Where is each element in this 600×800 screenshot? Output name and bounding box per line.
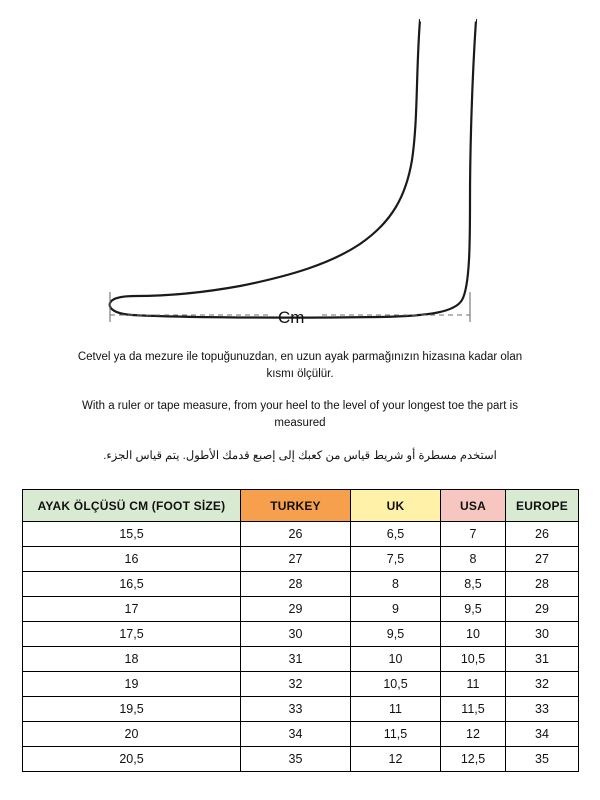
cell-usa: 9,5 (441, 597, 506, 622)
cell-uk: 11,5 (351, 722, 441, 747)
cell-uk: 10,5 (351, 672, 441, 697)
table-row (23, 747, 579, 772)
cell-europe: 33 (506, 697, 579, 722)
cell-europe: 27 (506, 547, 579, 572)
cell-usa: 11,5 (441, 697, 506, 722)
table-row (23, 522, 579, 547)
cell-europe: 35 (506, 747, 579, 772)
table-row (23, 672, 579, 697)
cell-turkey: 32 (241, 672, 351, 697)
foot-illustration (0, 0, 600, 345)
cell-uk: 9,5 (351, 622, 441, 647)
table-row (23, 597, 579, 622)
column-header-usa: USA (441, 490, 506, 522)
cell-foot-size: 20 (23, 722, 241, 747)
cell-turkey: 33 (241, 697, 351, 722)
cell-usa: 8 (441, 547, 506, 572)
instruction-turkish: Cetvel ya da mezure ile topuğunuzdan, en uzun ayak parmağınızın hizasına kadar olan kısmı ölçülür. (77, 351, 523, 380)
cell-uk: 9 (351, 597, 441, 622)
table-row (23, 547, 579, 572)
cell-usa: 12 (441, 722, 506, 747)
cell-foot-size: 20,5 (23, 747, 241, 772)
cell-turkey: 27 (241, 547, 351, 572)
cell-turkey: 29 (241, 597, 351, 622)
cell-turkey: 30 (241, 622, 351, 647)
cell-foot-size: 16 (23, 547, 241, 572)
table-row (23, 722, 579, 747)
cell-turkey: 35 (241, 747, 351, 772)
cell-foot-size: 16,5 (23, 572, 241, 597)
cell-europe: 32 (506, 672, 579, 697)
column-header-uk: UK (351, 490, 441, 522)
cell-uk: 7,5 (351, 547, 441, 572)
cell-usa: 11 (441, 672, 506, 697)
cell-europe: 31 (506, 647, 579, 672)
cell-turkey: 28 (241, 572, 351, 597)
table-header-row (23, 490, 579, 522)
cell-foot-size: 17 (23, 597, 241, 622)
column-header-europe: EUROPE (506, 490, 579, 522)
cell-foot-size: 17,5 (23, 622, 241, 647)
cell-foot-size: 18 (23, 647, 241, 672)
cell-foot-size: 19,5 (23, 697, 241, 722)
cell-usa: 10,5 (441, 647, 506, 672)
cell-foot-size: 19 (23, 672, 241, 697)
size-table-wrapper (22, 489, 578, 772)
cell-uk: 10 (351, 647, 441, 672)
cell-usa: 8,5 (441, 572, 506, 597)
cell-europe: 30 (506, 622, 579, 647)
cell-europe: 26 (506, 522, 579, 547)
cell-usa: 7 (441, 522, 506, 547)
cell-turkey: 26 (241, 522, 351, 547)
instruction-english: With a ruler or tape measure, from your heel to the level of your longest toe the part is measured (82, 400, 518, 430)
table-body (23, 522, 579, 772)
table-row (23, 572, 579, 597)
cell-turkey: 34 (241, 722, 351, 747)
foot-outline-icon (0, 0, 600, 345)
cell-usa: 10 (441, 622, 506, 647)
column-header-foot-size: AYAK ÖLÇÜSÜ CM (FOOT SİZE) (23, 490, 241, 522)
instruction-arabic: استخدم مسطرة أو شريط قياس من كعبك إلى إصبع قدمك الأطول. يتم قياس الجزء. (103, 449, 497, 462)
cell-europe: 34 (506, 722, 579, 747)
table-row (23, 647, 579, 672)
table-row (23, 622, 579, 647)
column-header-turkey: TURKEY (241, 490, 351, 522)
size-table (22, 489, 579, 772)
cell-usa: 12,5 (441, 747, 506, 772)
instructions-block (0, 345, 600, 465)
cell-uk: 11 (351, 697, 441, 722)
cell-europe: 28 (506, 572, 579, 597)
table-row (23, 697, 579, 722)
cell-foot-size: 15,5 (23, 522, 241, 547)
cell-uk: 8 (351, 572, 441, 597)
cm-measure-label: Cm (278, 308, 305, 327)
cell-europe: 29 (506, 597, 579, 622)
cell-turkey: 31 (241, 647, 351, 672)
cell-uk: 12 (351, 747, 441, 772)
cell-uk: 6,5 (351, 522, 441, 547)
